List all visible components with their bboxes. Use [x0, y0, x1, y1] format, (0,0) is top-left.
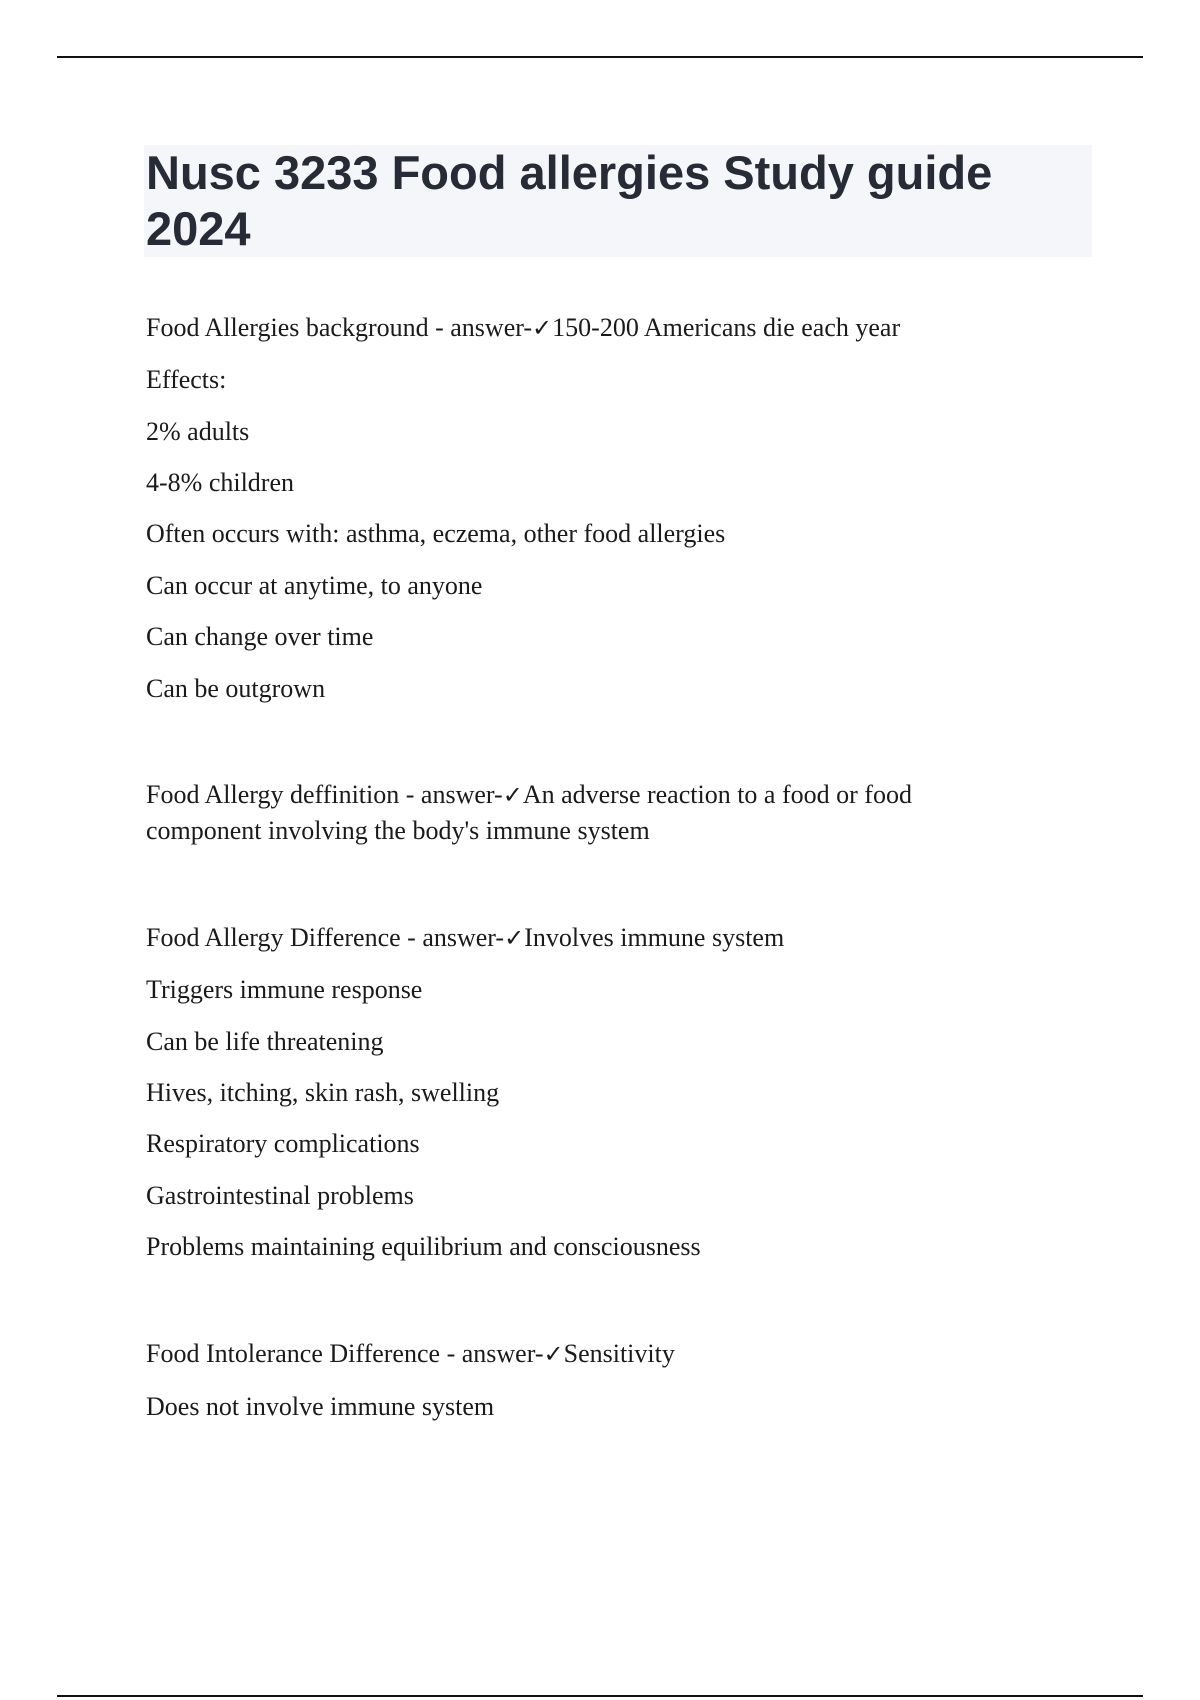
bottom-divider	[57, 1695, 1143, 1697]
answer-line: Often occurs with: asthma, eczema, other food allergies	[146, 519, 726, 548]
entry-food-allergy-definition	[146, 777, 1046, 813]
answer-line: Can be life threatening	[146, 1027, 384, 1056]
checkmark-icon: ✓	[543, 1340, 564, 1368]
checkmark-icon: ✓	[532, 314, 553, 342]
answer-line: Effects:	[146, 365, 227, 394]
answer-line: Can be outgrown	[146, 674, 326, 703]
answer-line: Does not involve immune system	[146, 1392, 495, 1421]
entry-food-intolerance-difference	[146, 1336, 1046, 1372]
term: Food Allergies background	[146, 313, 429, 342]
page-title: Nusc 3233 Food allergies Study guide 2024	[146, 146, 993, 255]
answer-line: 4-8% children	[146, 468, 295, 497]
answer: An adverse reaction to a food or food	[522, 780, 912, 809]
answer-line: Respiratory complications	[146, 1129, 420, 1158]
answer-prefix: - answer-	[440, 1339, 544, 1368]
title-banner	[144, 145, 1092, 257]
term: Food Allergy deffinition	[146, 780, 400, 809]
answer-prefix: - answer-	[399, 780, 503, 809]
answer-line: Can change over time	[146, 622, 374, 651]
answer-prefix: - answer-	[428, 313, 533, 342]
answer-line: Problems maintaining equilibrium and consciousness	[146, 1232, 701, 1261]
term: Food Intolerance Difference	[146, 1339, 441, 1368]
top-divider	[57, 56, 1143, 58]
answer-line: Triggers immune response	[146, 975, 423, 1004]
answer: Sensitivity	[563, 1339, 675, 1368]
answer-line: Can occur at anytime, to anyone	[146, 571, 483, 600]
answer-line: 2% adults	[146, 417, 250, 446]
answer: Involves immune system	[524, 923, 785, 952]
answer-line: Hives, itching, skin rash, swelling	[146, 1078, 500, 1107]
checkmark-icon: ✓	[504, 924, 525, 952]
answer-line: Gastrointestinal problems	[146, 1181, 414, 1210]
answer: 150-200 Americans die each year	[552, 313, 901, 342]
checkmark-icon: ✓	[502, 781, 523, 809]
answer-prefix: - answer-	[400, 923, 505, 952]
entry-food-allergy-difference	[146, 920, 1046, 956]
entry-food-allergies-background	[146, 310, 1046, 346]
answer-line: component involving the body's immune system	[146, 816, 650, 845]
term: Food Allergy Difference	[146, 923, 401, 952]
